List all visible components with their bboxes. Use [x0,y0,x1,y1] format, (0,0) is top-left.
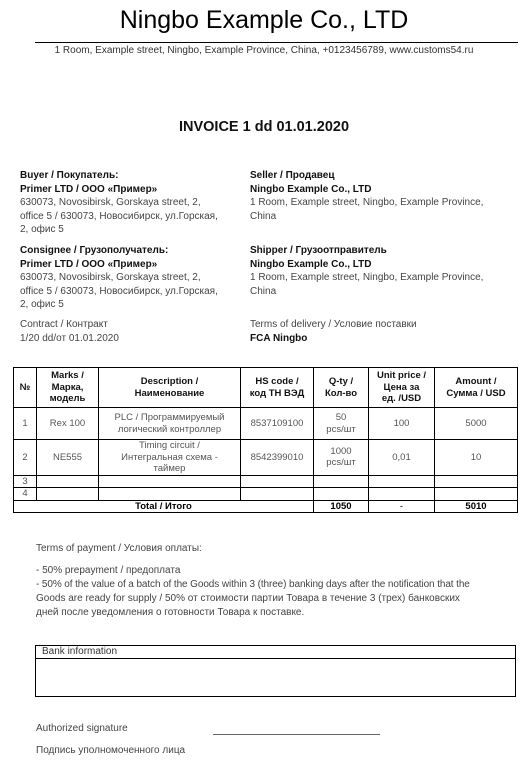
cell-mark [37,475,99,488]
cell-quantity: 1000 pcs/шт [314,440,369,476]
payment-balance-line: - 50% of the value of a batch of the Goods within 3 (three) banking days after the notification that the [36,579,470,590]
header-divider [35,42,518,43]
shipper-name: Ningbo Example Co., LTD [250,258,372,270]
cell-hs-code [241,488,314,501]
items-table [13,367,518,513]
col-header-description: Description / Наименование [99,368,241,408]
buyer-name: Primer LTD / ООО «Пример» [20,183,158,195]
total-quantity: 1050 [314,500,369,513]
cell-mark: NE555 [37,440,99,476]
cell-mark [37,488,99,501]
cell-number: 4 [14,488,37,501]
company-address: 1 Room, Example street, Ningbo, Example Province, China, +0123456789, www.customs54.ru [54,45,474,56]
signature-line [213,734,380,735]
seller-block [250,169,510,223]
buyer-heading: Buyer / Покупатель: [20,170,119,181]
consignee-address-line: 630073, Novosibirsk, Gorskaya street, 2, [20,272,201,283]
total-label: Total / Итого [14,500,314,513]
cell-description: PLC / Программируемый логический контроллер [99,408,241,440]
shipper-address-line: China [250,285,277,297]
cell-amount: 10 [435,440,518,476]
total-unit-price: - [369,500,435,513]
cell-quantity: 50 pcs/шт [314,408,369,440]
bank-information-heading: Bank information [36,646,515,659]
cell-unit-price: 0,01 [369,440,435,476]
cell-amount [435,475,518,488]
seller-address-line: 1 Room, Example street, Ningbo, Example Province, [250,197,484,208]
delivery-block [250,318,510,345]
contract-block [20,318,245,345]
cell-description [99,488,241,501]
delivery-label: Terms of delivery / Условие поставки [250,319,417,330]
table-row [14,440,518,476]
cell-hs-code: 8537109100 [241,408,314,440]
shipper-block [250,244,510,298]
buyer-block [20,169,245,237]
table-row [14,488,518,501]
table-row [14,475,518,488]
col-header-marks: Marks / Марка, модель [37,368,99,408]
contract-value: 1/20 dd/от 01.01.2020 [20,332,119,344]
col-header-quantity: Q-ty / Кол-во [314,368,369,408]
consignee-address-line: 2, офис 5 [20,299,64,310]
payment-balance-line: дней после уведомления о готовности Товара к поставке. [36,607,305,618]
cell-number: 3 [14,475,37,488]
cell-hs-code: 8542399010 [241,440,314,476]
cell-amount: 5000 [435,408,518,440]
payment-heading: Terms of payment / Условия оплаты: [36,543,202,554]
table-total-row [14,500,518,513]
table-row [14,408,518,440]
cell-number: 1 [14,408,37,440]
buyer-address-line: 2, офис 5 [20,224,64,235]
cell-unit-price: 100 [369,408,435,440]
invoice-title: INVOICE 1 dd 01.01.2020 [178,119,350,135]
total-amount: 5010 [435,500,518,513]
cell-description: Timing circuit / Интегральная схема - таймер [99,440,241,476]
company-name: Ningbo Example Co., LTD [119,6,409,34]
shipper-address-line: 1 Room, Example street, Ningbo, Example Province, [250,272,484,283]
cell-unit-price [369,488,435,501]
shipper-heading: Shipper / Грузоотправитель [250,245,387,256]
col-header-hs-code: HS code / код ТН ВЭД [241,368,314,408]
seller-address-line: China [250,210,277,222]
cell-mark: Rex 100 [37,408,99,440]
cell-amount [435,488,518,501]
cell-number: 2 [14,440,37,476]
seller-name: Ningbo Example Co., LTD [250,183,372,195]
cell-hs-code [241,475,314,488]
cell-description [99,475,241,488]
col-header-amount: Amount / Сумма / USD [435,368,518,408]
payment-prepayment: - 50% prepayment / предоплата [36,565,181,576]
consignee-heading: Consignee / Грузополучатель: [20,245,169,256]
seller-heading: Seller / Продавец [250,170,335,181]
consignee-name: Primer LTD / ООО «Пример» [20,258,158,270]
bank-information-box [35,645,516,697]
cell-unit-price [369,475,435,488]
buyer-address-line: 630073, Novosibirsk, Gorskaya street, 2, [20,197,201,208]
buyer-address-line: office 5 / 630073, Новосибирск, ул.Горская, [20,210,218,222]
payment-terms [36,564,516,620]
payment-balance-line: Goods are ready for supply / 50% от стоимости партии Товара в течение 3 (трех) банковских [36,593,460,604]
col-header-number: № [14,368,37,408]
consignee-address-line: office 5 / 630073, Новосибирск, ул.Горская, [20,285,218,297]
cell-quantity [314,475,369,488]
table-header-row [14,368,518,408]
contract-label: Contract / Контракт [20,319,108,330]
signature-label-en: Authorized signature [36,723,128,734]
cell-quantity [314,488,369,501]
consignee-block [20,244,245,312]
delivery-value: FCA Ningbo [250,332,308,344]
signature-label-ru: Подпись уполномоченного лица [36,745,186,756]
col-header-unit-price: Unit price / Цена за ед. /USD [369,368,435,408]
